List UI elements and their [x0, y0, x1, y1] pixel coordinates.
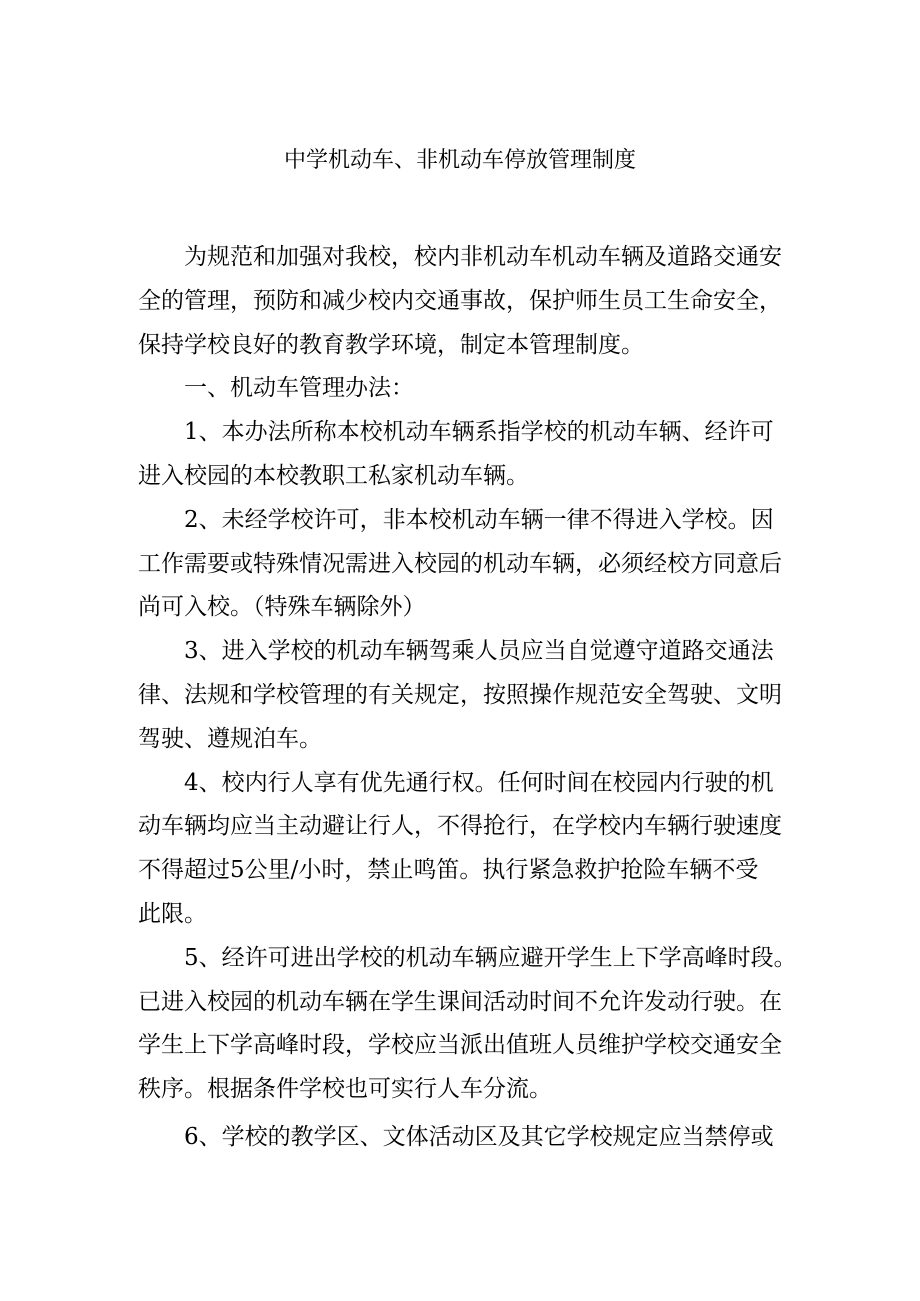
clause-2	[138, 499, 798, 630]
text-line: 此限。	[138, 900, 207, 927]
text-line: 驾驶、遵规泊车。	[138, 725, 322, 752]
clause-4	[138, 762, 798, 937]
text-line: 动车辆均应当主动避让行人，不得抢行，在学校内车辆行驶速度	[138, 813, 782, 840]
section-heading	[138, 367, 798, 411]
clause-3	[138, 630, 798, 761]
text-line: 5、经许可进出学校的机动车辆应避开学生上下学高峰时段。	[184, 944, 797, 971]
text-line: 3、进入学校的机动车辆驾乘人员应当自觉遵守道路交通法	[184, 638, 774, 665]
clause-5	[138, 937, 798, 1112]
text-line: 已进入校园的机动车辆在学生课间活动时间不允许发动行驶。在	[138, 988, 782, 1015]
text-line: 2、未经学校许可，非本校机动车辆一律不得进入学校。因	[184, 506, 774, 533]
document-body	[138, 236, 798, 1160]
document-title: 中学机动车、非机动车停放管理制度	[283, 148, 636, 173]
text-line: 为规范和加强对我校，校内非机动车机动车辆及道路交通安	[184, 244, 782, 270]
text-line: 4、校内行人享有优先通行权。任何时间在校园内行驶的机	[184, 769, 774, 796]
text-line: 一、机动车管理办法：	[184, 375, 414, 402]
text-line: 工作需要或特殊情况需进入校园的机动车辆，必须经校方同意后	[138, 550, 782, 577]
text-line: 全的管理，预防和减少校内交通事故，保护师生员工生命安全，	[138, 287, 782, 314]
text-line: 保持学校良好的教育教学环境，制定本管理制度。	[138, 331, 644, 358]
text-line: 学生上下学高峰时段，学校应当派出值班人员维护学校交通安全	[138, 1032, 782, 1059]
text-line: 尚可入校。（特殊车辆除外）	[138, 594, 426, 621]
text-line: 6、学校的教学区、文体活动区及其它学校规定应当禁停或	[184, 1123, 774, 1150]
text-line: 秩序。根据条件学校也可实行人车分流。	[138, 1076, 552, 1103]
clause-6	[138, 1116, 798, 1160]
paragraph-intro	[138, 236, 798, 367]
text-line: 进入校园的本校教职工私家机动车辆。	[138, 462, 529, 489]
text-line: 1、本办法所称本校机动车辆系指学校的机动车辆、经许可	[184, 419, 774, 446]
clause-1	[138, 411, 798, 499]
text-line: 不得超过5公里/小时，禁止鸣笛。执行紧急救护抢险车辆不受	[138, 857, 759, 884]
text-line: 律、法规和学校管理的有关规定，按照操作规范安全驾驶、文明	[138, 681, 782, 708]
